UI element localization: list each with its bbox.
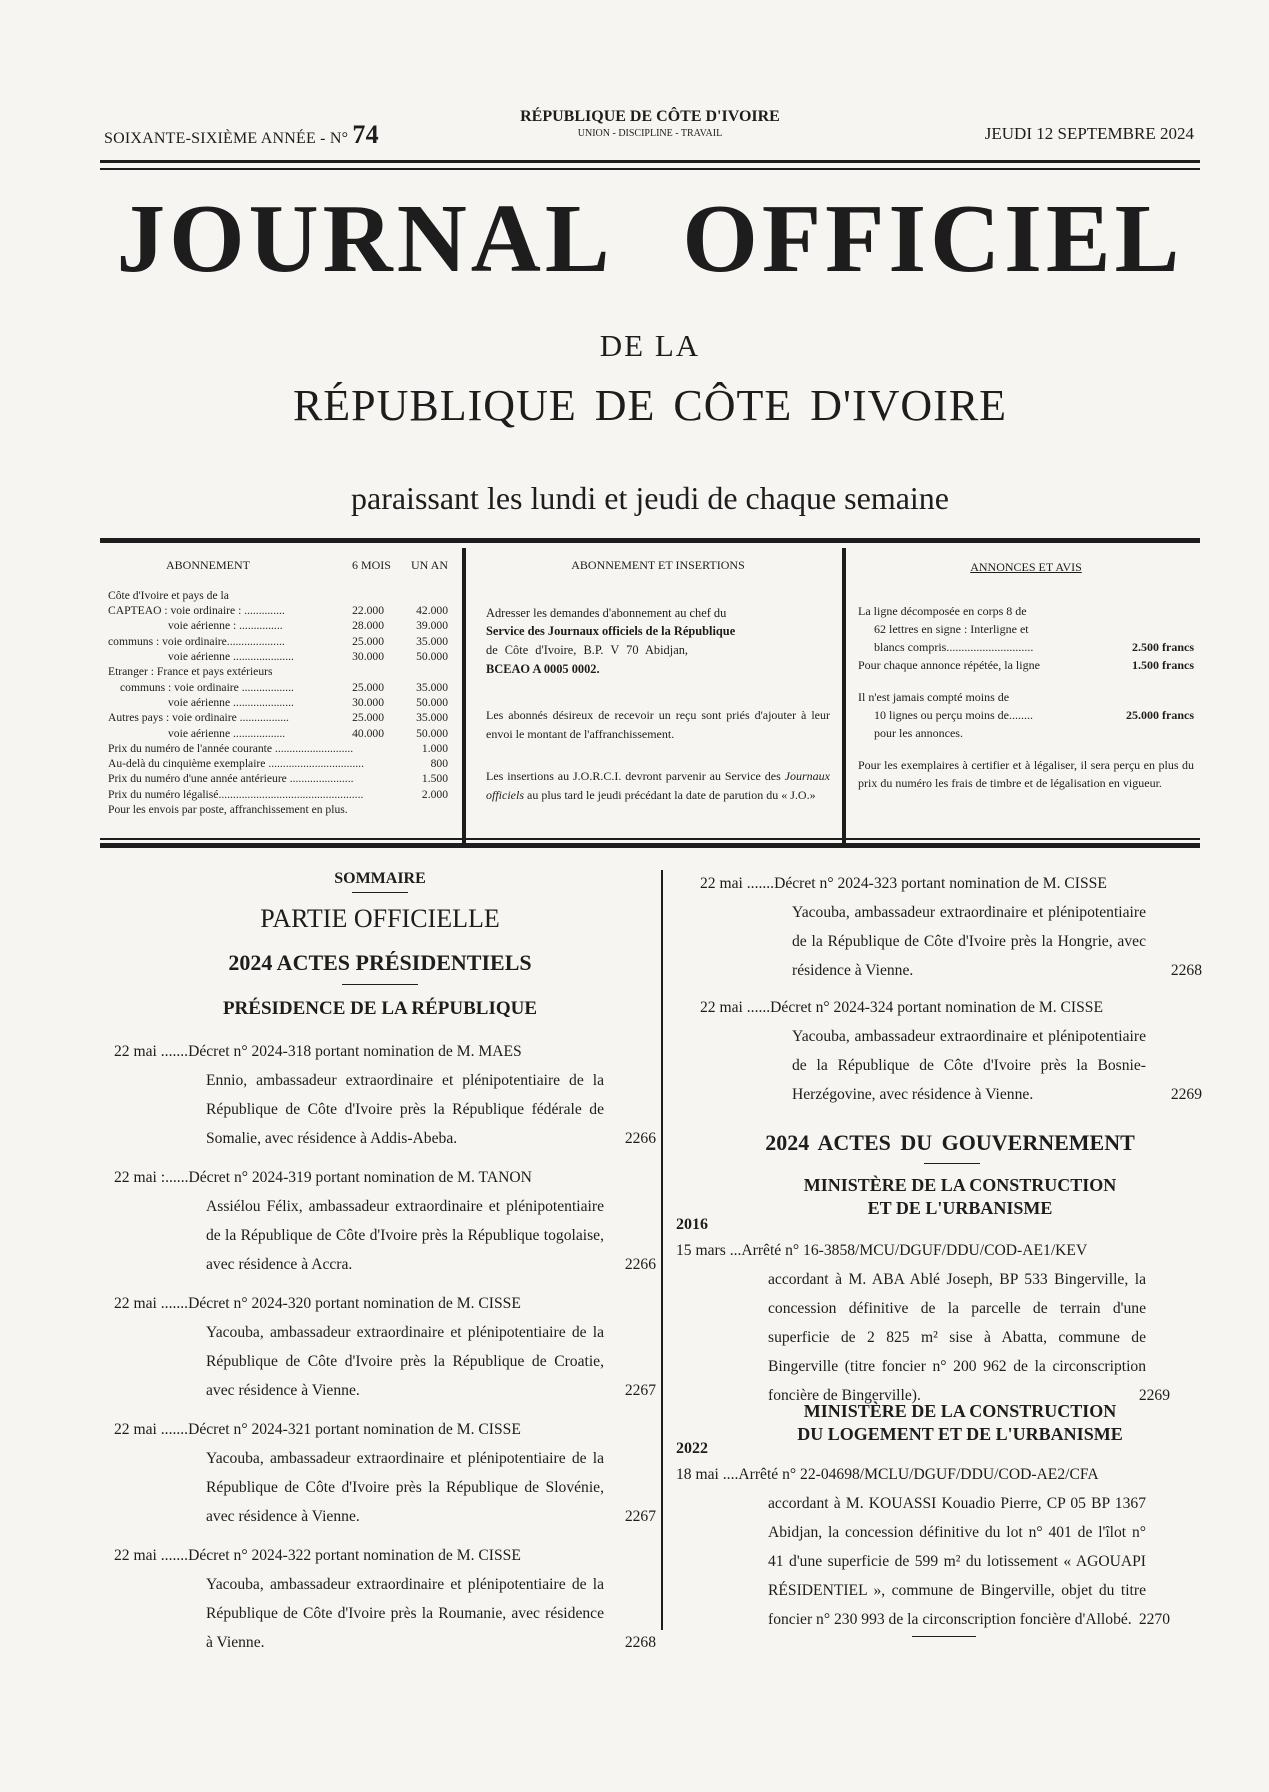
abonnement-row (108, 603, 448, 618)
box-separator-2 (842, 548, 846, 844)
entry-page-number: 2270 (1138, 1611, 1170, 1628)
price-row (108, 771, 448, 786)
abonnement-row (108, 680, 448, 695)
right-entries (700, 869, 1202, 1117)
abonnement-row-label: communs : voie ordinaire .................. (120, 680, 294, 694)
abonnement-row-1an: 39.000 (416, 619, 448, 633)
abonnement-6mois-heading: 6 MOIS (351, 558, 391, 572)
price-value: 1.500 (421, 772, 448, 786)
abonnement-row-label: voie aérienne ..................... (168, 650, 294, 664)
abonnement-row-6mois: 25.000 (352, 680, 384, 694)
annonce-line-6: 10 lignes ou perçu moins de........ (874, 708, 1033, 722)
edition-line (104, 120, 379, 150)
abonnement-row-label: Etranger : France et pays extérieurs (108, 665, 273, 679)
abonnement-row-1an: 50.000 (416, 650, 448, 664)
entry-body: Yacouba, ambassadeur extraordinaire et plénipotentiaire de la République de Côte d'Ivoire près la République de Croatie, avec résidence à Vienne. (206, 1324, 604, 1399)
insertions-address (486, 604, 830, 678)
entry-body: Yacouba, ambassadeur extraordinaire et plénipotentiaire de la République de Côte d'Ivoire près la Hongrie, avec résidence à Vienne. (792, 904, 1146, 979)
header-republic-block (470, 108, 830, 139)
price-row (108, 787, 448, 802)
abonnement-row-6mois (344, 588, 384, 603)
entry-body: Yacouba, ambassadeur extraordinaire et plénipotentiaire de la République de Côte d'Ivoire près la Roumanie, avec résidence à Vienne. (206, 1576, 604, 1651)
abonnement-row-6mois: 25.000 (352, 711, 384, 725)
annonces-column (858, 548, 1194, 844)
sommaire-entry (114, 1541, 656, 1657)
deadline-part-1: Les insertions au J.O.R.C.I. devront parvenir au Service des (486, 769, 781, 784)
price-label: Prix du numéro d'une année antérieure ...................... (108, 772, 354, 786)
abonnement-row-label: voie aérienne : ............... (168, 619, 283, 633)
ministere-2-line-2: DU LOGEMENT ET DE L'URBANISME (797, 1423, 1123, 1444)
annonce-minimum-block (858, 688, 1194, 742)
actes-presidentiels: 2024 ACTES PRÉSIDENTIELS (228, 950, 532, 975)
abonnement-row (108, 726, 448, 741)
entry-date: 22 mai ....... (700, 875, 775, 892)
entry-page-number: 2268 (624, 1634, 656, 1651)
annonce-line-5: Il n'est jamais compté moins de (858, 690, 1010, 704)
price-label: Prix du numéro légalisé.................................................. (108, 787, 364, 801)
price-row (108, 756, 448, 771)
ministere-2 (740, 1400, 1180, 1445)
entry-page-number: 2266 (624, 1130, 656, 1147)
actes-gouv-underline (924, 1163, 980, 1164)
ministere-1-line-2: ET DE L'URBANISME (867, 1197, 1053, 1218)
annonces-heading: ANNONCES ET AVIS (970, 560, 1082, 574)
sommaire-entry (114, 1289, 656, 1405)
annonce-line-1: La ligne décomposée en corps 8 de (858, 604, 1027, 618)
entry-date: 22 mai ....... (114, 1295, 189, 1312)
sommaire-entry (114, 1163, 656, 1279)
deadline-part-2: Journaux officiels (486, 769, 830, 803)
address-line-2: Service des Journaux officiels de la République (486, 624, 736, 639)
entry-date: 18 mai .... (676, 1466, 739, 1483)
sommaire-entry (700, 993, 1202, 1109)
price-value: 800 (430, 757, 448, 771)
insertions-heading: ABONNEMENT ET INSERTIONS (571, 558, 745, 572)
abonnement-row-label: Côte d'Ivoire et pays de la (108, 588, 229, 602)
abonnement-row-6mois: 22.000 (352, 604, 384, 618)
entry-first-line (114, 1163, 604, 1192)
abonnement-row-1an (384, 588, 448, 603)
abonnement-row-1an: 50.000 (416, 695, 448, 709)
edition-label: SOIXANTE-SIXIÈME ANNÉE - N° (104, 130, 349, 147)
entry-body: accordant à M. KOUASSI Kouadio Pierre, CP 05 BP 1367 Abidjan, la concession définitive du lot n° 401 de l'îlot n° 41 d'une superficie de 599 m² du lotissement « AGOUAPI RÉSIDENTIEL », commune de Bingerville, objet du titre foncier n° 230 993 de la circonscription foncière d'Allobé. (768, 1495, 1146, 1628)
abonnement-row (108, 695, 448, 710)
entry-title: Décret n° 2024-319 portant nomination de M. TANON (188, 1169, 532, 1186)
header-republic: RÉPUBLIQUE DE CÔTE D'IVOIRE (520, 108, 780, 125)
arrete-2 (676, 1460, 1170, 1634)
end-rule (912, 1636, 976, 1637)
entry-first-line (676, 1236, 1146, 1265)
sommaire-heading: SOMMAIRE (334, 870, 426, 887)
entry-page-number: 2268 (1170, 962, 1202, 979)
abonnement-heading: ABONNEMENT (166, 558, 250, 572)
annonce-line-7: pour les annonces. (874, 726, 963, 740)
entry-title: Décret n° 2024-321 portant nomination de M. CISSE (188, 1421, 521, 1438)
abonnement-row-1an (384, 664, 448, 679)
abonnement-row-label: voie aérienne .................. (168, 726, 286, 740)
entry-body: Ennio, ambassadeur extraordinaire et plénipotentiaire de la République de Côte d'Ivoire près la République fédérale de Somalie, avec résidence à Addis-Abeba. (206, 1072, 604, 1147)
entry-page-number: 2267 (624, 1382, 656, 1399)
sommaire-entry (676, 1236, 1170, 1410)
entry-first-line (114, 1289, 604, 1318)
sommaire-entry (114, 1415, 656, 1531)
column-separator (661, 870, 663, 1630)
annonce-rate-block (858, 602, 1194, 674)
annonce-line-2: 62 lettres en signe : Interligne et (874, 622, 1029, 636)
abonnement-row-6mois (344, 664, 384, 679)
header-motto: UNION - DISCIPLINE - TRAVAIL (577, 128, 723, 139)
entry-date: 22 mai :...... (114, 1169, 189, 1186)
abonnement-1an-heading: UN AN (410, 558, 448, 572)
title-de-la: DE LA (599, 328, 701, 363)
sommaire-entry (700, 869, 1202, 985)
entry-title: Arrêté n° 16-3858/MCU/DGUF/DDU/COD-AE1/KEV (741, 1242, 1088, 1259)
address-line-3: de Côte d'Ivoire, B.P. V 70 Abidjan, (486, 643, 688, 658)
entry-title: Décret n° 2024-318 portant nomination de M. MAES (188, 1043, 522, 1060)
abonnement-row-label: communs : voie ordinaire.................... (108, 634, 285, 648)
entry-title: Décret n° 2024-323 portant nomination de M. CISSE (774, 875, 1107, 892)
annonce-legalisation-note: Pour les exemplaires à certifier et à légaliser, il sera perçu en plus du prix du numéro les frais de timbre et de légalisation en vigueur. (858, 758, 1194, 790)
entry-first-line (700, 869, 1146, 898)
address-line-1: Adresser les demandes d'abonnement au chef du (486, 605, 727, 620)
year-2022: 2022 (676, 1440, 708, 1457)
abonnement-row-6mois: 30.000 (352, 650, 384, 664)
price-value: 2.000 (421, 787, 448, 801)
entry-body: Yacouba, ambassadeur extraordinaire et plénipotentiaire de la République de Côte d'Ivoire près la République de Slovénie, avec résidence à Vienne. (206, 1450, 604, 1525)
abonnement-row-6mois: 30.000 (352, 695, 384, 709)
abonnement-row-1an: 35.000 (416, 680, 448, 694)
abonnement-column (108, 548, 448, 844)
journal-title: JOURNAL OFFICIEL (116, 185, 1184, 292)
entry-title: Décret n° 2024-324 portant nomination de M. CISSE (770, 999, 1103, 1016)
header-rule-thick (100, 160, 1200, 163)
entry-date: 22 mai ....... (114, 1043, 189, 1060)
prices-table (108, 741, 448, 802)
year-2016: 2016 (676, 1216, 708, 1233)
entry-page-number: 2269 (1138, 1387, 1170, 1404)
entry-date: 22 mai ....... (114, 1421, 189, 1438)
abonnement-row-1an: 35.000 (416, 634, 448, 648)
left-entries (114, 1037, 656, 1667)
entry-title: Décret n° 2024-320 portant nomination de M. CISSE (188, 1295, 521, 1312)
abonnement-row-6mois: 28.000 (352, 619, 384, 633)
publication-frequency: paraissant les lundi et jeudi de chaque semaine (350, 480, 949, 516)
annonce-rate-2: 1.500 francs (1132, 658, 1194, 672)
sommaire-underline (352, 892, 408, 893)
abonnement-row (108, 618, 448, 633)
actes-gouvernement: 2024 ACTES DU GOUVERNEMENT (765, 1130, 1135, 1155)
price-label: Au-delà du cinquième exemplaire ................................. (108, 757, 364, 771)
address-line-4: BCEAO A 0005 0002. (486, 661, 600, 676)
ministere-1-line-1: MINISTÈRE DE LA CONSTRUCTION (803, 1175, 1117, 1195)
issue-number: 74 (352, 120, 379, 149)
abonnement-table (108, 588, 448, 741)
actes-pres-underline (342, 984, 418, 985)
entry-date: 22 mai ....... (114, 1547, 189, 1564)
annonce-rate-3: 25.000 francs (1126, 708, 1194, 722)
insertions-deadline-note (486, 767, 830, 804)
entry-first-line (114, 1037, 604, 1066)
entry-page-number: 2269 (1170, 1086, 1202, 1103)
abonnement-row (108, 649, 448, 664)
annonce-line-3: blancs compris............................. (874, 640, 1034, 654)
entry-first-line (114, 1415, 604, 1444)
ministere-1 (740, 1174, 1180, 1219)
entry-body: Assiélou Félix, ambassadeur extraordinaire et plénipotentiaire de la République de Côte d'Ivoire près la République togolaise, avec résidence à Accra. (206, 1198, 604, 1273)
entry-body: Yacouba, ambassadeur extraordinaire et plénipotentiaire de la République de Côte d'Ivoire près la Bosnie-Herzégovine, avec résidence à Vienne. (792, 1028, 1146, 1103)
sommaire-entry (114, 1037, 656, 1153)
abonnement-row-6mois: 25.000 (352, 634, 384, 648)
entry-page-number: 2266 (624, 1256, 656, 1273)
abonnement-row-label: Autres pays : voie ordinaire ................. (108, 711, 289, 725)
entry-first-line (700, 993, 1146, 1022)
abonnement-row (108, 634, 448, 649)
header-rule-thin (100, 168, 1200, 170)
abonnement-row-1an: 50.000 (416, 726, 448, 740)
abonnement-row-6mois: 40.000 (352, 726, 384, 740)
entry-body: accordant à M. ABA Ablé Joseph, BP 533 Bingerville, la concession définitive de la parcelle de terrain d'une superficie de 2 825 m² sise à Abatta, commune de Bingerville (titre foncier n° 200 962 de la circonscription foncière de Bingerville). (768, 1271, 1146, 1404)
abonnement-row-label: CAPTEAO : voie ordinaire : .............. (108, 604, 285, 618)
annonce-line-4: Pour chaque annonce répétée, la ligne (858, 658, 1040, 672)
entry-first-line (676, 1460, 1146, 1489)
entry-title: Arrêté n° 22-04698/MCLU/DGUF/DDU/COD-AE2/CFA (738, 1466, 1099, 1483)
price-label: Prix du numéro de l'année courante ........................... (108, 741, 354, 755)
ministere-2-line-1: MINISTÈRE DE LA CONSTRUCTION (803, 1401, 1117, 1421)
abonnement-row-label: voie aérienne ..................... (168, 695, 294, 709)
box-separator-1 (462, 548, 466, 844)
issue-date: JEUDI 12 SEPTEMBRE 2024 (984, 124, 1194, 143)
entry-date: 15 mars ... (676, 1242, 742, 1259)
box-top-rule (100, 538, 1200, 543)
price-row (108, 741, 448, 756)
price-value: 1.000 (421, 741, 448, 755)
postal-note: Pour les envois par poste, affranchissement en plus. (108, 802, 348, 816)
entry-first-line (114, 1541, 604, 1570)
title-republic: RÉPUBLIQUE DE CÔTE D'IVOIRE (292, 381, 1008, 430)
partie-officielle: PARTIE OFFICIELLE (260, 904, 500, 933)
abonnement-row (108, 710, 448, 725)
insertions-receipt-note: Les abonnés désireux de recevoir un reçu sont priés d'ajouter à leur envoi le montant de l'affranchissement. (486, 708, 830, 741)
deadline-part-3: au plus tard le jeudi précédant la date de parution du « J.O.» (527, 788, 816, 803)
abonnement-row-1an: 42.000 (416, 604, 448, 618)
sommaire-entry (676, 1460, 1170, 1634)
entry-date: 22 mai ...... (700, 999, 771, 1016)
abonnement-row (108, 588, 448, 603)
presidence-heading: PRÉSIDENCE DE LA RÉPUBLIQUE (222, 998, 538, 1019)
abonnement-header (108, 558, 448, 574)
annonce-rate-1: 2.500 francs (1132, 640, 1194, 654)
arrete-1 (676, 1236, 1170, 1410)
entry-page-number: 2267 (624, 1508, 656, 1525)
abonnement-row (108, 664, 448, 679)
insertions-column (486, 548, 830, 844)
abonnement-row-1an: 35.000 (416, 711, 448, 725)
entry-title: Décret n° 2024-322 portant nomination de M. CISSE (188, 1547, 521, 1564)
